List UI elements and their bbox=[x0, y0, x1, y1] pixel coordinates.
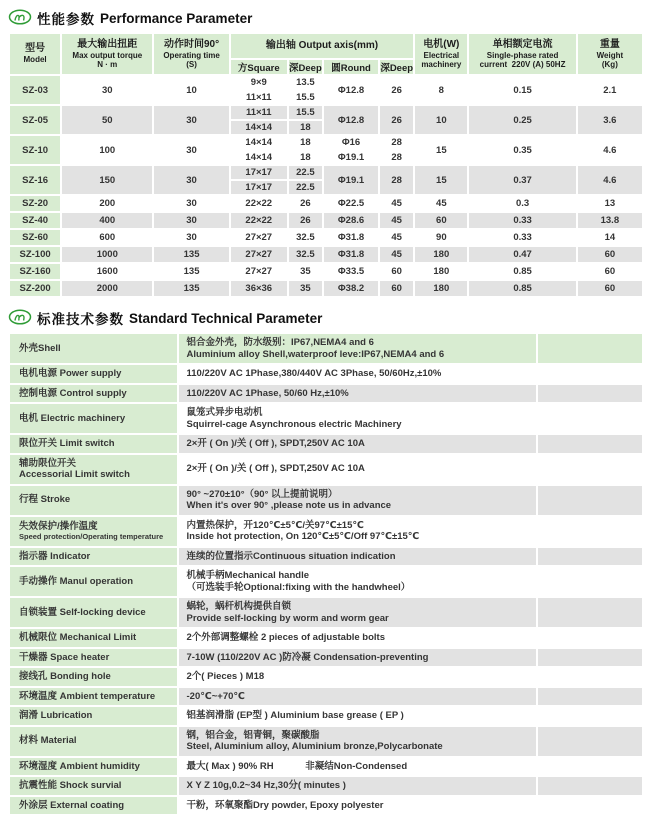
cell-square-deep: 35 bbox=[289, 264, 322, 279]
cell-model: SZ-160 bbox=[10, 264, 60, 279]
cell-square-deep: 26 bbox=[289, 213, 322, 228]
tech-row-value: 2×开 ( On )/关 ( Off ), SPDT,250V AC 10A bbox=[179, 435, 536, 453]
table-row bbox=[10, 517, 642, 546]
cell-square-deep: 13.5 bbox=[289, 76, 322, 89]
tech-row-value: 干粉，环氧聚酯Dry powder, Epoxy polyester bbox=[179, 797, 536, 815]
cell-round-deep: 45 bbox=[380, 213, 413, 228]
col-header-operating-time: 动作时间90° Operating time (S) bbox=[154, 34, 228, 74]
table-row bbox=[10, 76, 642, 89]
cell-round-deep: 60 bbox=[380, 264, 413, 279]
table-row bbox=[10, 435, 642, 453]
tech-row-label: 润滑 Lubrication bbox=[10, 707, 177, 725]
technical-title-zh: 标准技术参数 bbox=[37, 312, 124, 327]
cell-operating-time: 30 bbox=[154, 166, 228, 194]
cell-round: Φ31.8 bbox=[324, 247, 378, 262]
cell-square: 11×11 bbox=[231, 106, 287, 119]
cell-model: SZ-16 bbox=[10, 166, 60, 194]
cell-torque: 600 bbox=[62, 230, 152, 245]
cell-model: SZ-03 bbox=[10, 76, 60, 104]
cell-motor-power: 8 bbox=[415, 76, 467, 104]
technical-title-en: Standard Technical Parameter bbox=[129, 310, 323, 326]
tech-row-label: 限位开关 Limit switch bbox=[10, 435, 177, 453]
table-row bbox=[10, 247, 642, 262]
cell-round-deep: 45 bbox=[380, 196, 413, 211]
table-row bbox=[10, 668, 642, 686]
cell-round-deep: 26 bbox=[380, 106, 413, 134]
tech-row-spare-cell bbox=[538, 727, 642, 756]
table-row bbox=[10, 166, 642, 179]
cell-round: Φ19.1 bbox=[324, 151, 378, 164]
cell-round-deep: 28 bbox=[380, 136, 413, 149]
cell-torque: 200 bbox=[62, 196, 152, 211]
tech-row-label: 失效保护/操作温度 Speed protection/Operating temperature bbox=[10, 517, 177, 546]
tech-row-value: 鼠笼式异步电动机 Squirrel-cage Asynchronous electric Machinery bbox=[179, 404, 536, 433]
col-header-torque: 最大输出扭距 Max output torque N · m bbox=[62, 34, 152, 74]
cell-motor-power: 180 bbox=[415, 247, 467, 262]
table-row bbox=[10, 404, 642, 433]
tech-row-label: 行程 Stroke bbox=[10, 486, 177, 515]
table-row bbox=[10, 486, 642, 515]
cell-operating-time: 30 bbox=[154, 196, 228, 211]
tech-row-value: 2×开 ( On )/关 ( Off ), SPDT,250V AC 10A bbox=[179, 455, 536, 484]
cell-weight: 13.8 bbox=[578, 213, 642, 228]
cell-operating-time: 135 bbox=[154, 247, 228, 262]
cell-torque: 30 bbox=[62, 76, 152, 104]
table-row bbox=[10, 106, 642, 119]
tech-row-label: 外壳Shell bbox=[10, 334, 177, 363]
technical-table-body bbox=[10, 334, 642, 814]
cell-round-deep: 28 bbox=[380, 151, 413, 164]
cell-round-deep: 45 bbox=[380, 247, 413, 262]
technical-section-title bbox=[8, 308, 642, 328]
tech-row-spare-cell bbox=[538, 517, 642, 546]
table-row bbox=[10, 598, 642, 627]
col-header-rated-current: 单相额定电流 Single-phase rated current 220V (A) 50HZ bbox=[469, 34, 575, 74]
tech-row-value: 铝合金外壳，防水级别：IP67,NEMA4 and 6 Aluminium alloy Shell,waterproof leve:IP67,NEMA4 and 6 bbox=[179, 334, 536, 363]
col-header-square: 方Square bbox=[231, 60, 287, 74]
tech-row-spare-cell bbox=[538, 334, 642, 363]
col-header-square-deep: 深Deep bbox=[289, 60, 322, 74]
cell-square-deep: 15.5 bbox=[289, 106, 322, 119]
cell-model: SZ-60 bbox=[10, 230, 60, 245]
tech-row-value: 钢，铝合金，铝青铜，聚碳酸脂 Steel, Aluminium alloy, Aluminium bronze,Polycarbonate bbox=[179, 727, 536, 756]
tech-row-label: 外涂层 External coating bbox=[10, 797, 177, 815]
cell-square: 22×22 bbox=[231, 196, 287, 211]
cell-weight: 60 bbox=[578, 247, 642, 262]
cell-round: Φ38.2 bbox=[324, 281, 378, 296]
cell-weight: 4.6 bbox=[578, 166, 642, 194]
cell-rated-current: 0.35 bbox=[469, 136, 575, 164]
cell-torque: 1600 bbox=[62, 264, 152, 279]
cell-torque: 100 bbox=[62, 136, 152, 164]
table-row bbox=[10, 455, 642, 484]
cell-square-deep: 15.5 bbox=[289, 91, 322, 104]
tech-row-spare-cell bbox=[538, 455, 642, 484]
cell-square-deep: 32.5 bbox=[289, 230, 322, 245]
cell-motor-power: 15 bbox=[415, 166, 467, 194]
cell-square: 17×17 bbox=[231, 166, 287, 179]
cell-operating-time: 135 bbox=[154, 281, 228, 296]
tech-row-spare-cell bbox=[538, 567, 642, 596]
cell-motor-power: 45 bbox=[415, 196, 467, 211]
tech-row-spare-cell bbox=[538, 668, 642, 686]
cell-motor-power: 180 bbox=[415, 281, 467, 296]
tech-row-label: 材料 Material bbox=[10, 727, 177, 756]
tech-row-spare-cell bbox=[538, 688, 642, 706]
tech-row-label: 指示器 Indicator bbox=[10, 548, 177, 566]
cell-round: Φ12.8 bbox=[324, 76, 378, 104]
cell-torque: 400 bbox=[62, 213, 152, 228]
table-row bbox=[10, 797, 642, 815]
cell-weight: 60 bbox=[578, 264, 642, 279]
col-header-round-deep: 深Deep bbox=[380, 60, 413, 74]
cell-round-deep: 26 bbox=[380, 76, 413, 104]
cell-operating-time: 135 bbox=[154, 264, 228, 279]
cell-square: 14×14 bbox=[231, 121, 287, 134]
tech-row-label: 电机 Electric machinery bbox=[10, 404, 177, 433]
cell-square: 14×14 bbox=[231, 136, 287, 149]
cell-square: 36×36 bbox=[231, 281, 287, 296]
cell-motor-power: 60 bbox=[415, 213, 467, 228]
cell-model: SZ-10 bbox=[10, 136, 60, 164]
table-row bbox=[10, 230, 642, 245]
tech-row-spare-cell bbox=[538, 707, 642, 725]
cell-square-deep: 18 bbox=[289, 136, 322, 149]
cell-rated-current: 0.85 bbox=[469, 281, 575, 296]
cell-square-deep: 22.5 bbox=[289, 181, 322, 194]
cell-round: Φ16 bbox=[324, 136, 378, 149]
table-row bbox=[10, 707, 642, 725]
tech-row-value: 内置热保护，开120℃±5℃/关97℃±15℃ Inside hot protection, On 120℃±5℃/Off 97℃±15℃ bbox=[179, 517, 536, 546]
tech-row-label: 辅助限位开关 Accessorial Limit switch bbox=[10, 455, 177, 484]
col-header-output-axis: 输出轴 Output axis(mm) bbox=[231, 34, 414, 58]
cell-square-deep: 22.5 bbox=[289, 166, 322, 179]
col-header-motor: 电机(W) Electrical machinery bbox=[415, 34, 467, 74]
brand-oval-icon bbox=[8, 309, 32, 328]
table-row bbox=[10, 281, 642, 296]
tech-row-spare-cell bbox=[538, 629, 642, 647]
cell-round-deep: 28 bbox=[380, 166, 413, 194]
tech-row-value: 110/220V AC 1Phase,380/440V AC 3Phase, 50/60Hz,±10% bbox=[179, 365, 536, 383]
table-row bbox=[10, 196, 642, 211]
brand-oval-icon bbox=[8, 9, 32, 28]
table-row bbox=[10, 688, 642, 706]
table-row bbox=[10, 649, 642, 667]
tech-row-value: 7-10W (110/220V AC )防冷凝 Condensation-preventing bbox=[179, 649, 536, 667]
cell-round: Φ28.6 bbox=[324, 213, 378, 228]
cell-operating-time: 30 bbox=[154, 106, 228, 134]
cell-model: SZ-40 bbox=[10, 213, 60, 228]
cell-round: Φ12.8 bbox=[324, 106, 378, 134]
cell-rated-current: 0.3 bbox=[469, 196, 575, 211]
tech-row-value: 连续的位置指示Continuous situation indication bbox=[179, 548, 536, 566]
technical-table bbox=[8, 332, 644, 816]
tech-row-label: 控制电源 Control supply bbox=[10, 385, 177, 403]
cell-square-deep: 18 bbox=[289, 151, 322, 164]
tech-row-spare-cell bbox=[538, 404, 642, 433]
cell-weight: 4.6 bbox=[578, 136, 642, 164]
cell-rated-current: 0.37 bbox=[469, 166, 575, 194]
tech-row-label: 自锁装置 Self-locking device bbox=[10, 598, 177, 627]
cell-weight: 14 bbox=[578, 230, 642, 245]
table-row bbox=[10, 264, 642, 279]
cell-operating-time: 10 bbox=[154, 76, 228, 104]
cell-torque: 50 bbox=[62, 106, 152, 134]
table-row bbox=[10, 365, 642, 383]
cell-square-deep: 32.5 bbox=[289, 247, 322, 262]
tech-row-spare-cell bbox=[538, 385, 642, 403]
table-row bbox=[10, 385, 642, 403]
tech-row-value: 110/220V AC 1Phase, 50/60 Hz,±10% bbox=[179, 385, 536, 403]
tech-row-value: 最大( Max ) 90% RH 非凝结Non-Condensed bbox=[179, 758, 536, 776]
table-row bbox=[10, 136, 642, 149]
cell-rated-current: 0.47 bbox=[469, 247, 575, 262]
tech-row-label: 环境温度 Ambient temperature bbox=[10, 688, 177, 706]
tech-row-label: 接线孔 Bonding hole bbox=[10, 668, 177, 686]
cell-model: SZ-05 bbox=[10, 106, 60, 134]
table-row bbox=[10, 629, 642, 647]
table-row bbox=[10, 777, 642, 795]
cell-motor-power: 15 bbox=[415, 136, 467, 164]
cell-round: Φ31.8 bbox=[324, 230, 378, 245]
cell-operating-time: 30 bbox=[154, 230, 228, 245]
performance-table bbox=[8, 32, 644, 298]
cell-motor-power: 10 bbox=[415, 106, 467, 134]
col-header-round: 圆Round bbox=[324, 60, 378, 74]
tech-row-spare-cell bbox=[538, 758, 642, 776]
col-header-weight: 重量 Weight (Kg) bbox=[578, 34, 642, 74]
cell-square: 27×27 bbox=[231, 264, 287, 279]
cell-round-deep: 60 bbox=[380, 281, 413, 296]
cell-square-deep: 18 bbox=[289, 121, 322, 134]
cell-motor-power: 180 bbox=[415, 264, 467, 279]
tech-row-spare-cell bbox=[538, 365, 642, 383]
table-row bbox=[10, 758, 642, 776]
cell-square: 17×17 bbox=[231, 181, 287, 194]
cell-round: Φ22.5 bbox=[324, 196, 378, 211]
cell-rated-current: 0.15 bbox=[469, 76, 575, 104]
cell-weight: 13 bbox=[578, 196, 642, 211]
table-row bbox=[10, 213, 642, 228]
cell-rated-current: 0.25 bbox=[469, 106, 575, 134]
col-header-model: 型号 Model bbox=[10, 34, 60, 74]
tech-row-value: 2个外部调整螺栓 2 pieces of adjustable bolts bbox=[179, 629, 536, 647]
tech-row-spare-cell bbox=[538, 649, 642, 667]
tech-row-value: 机械手柄Mechanical handle （可选装手轮Optional:fixing with the handwheel） bbox=[179, 567, 536, 596]
cell-rated-current: 0.33 bbox=[469, 213, 575, 228]
cell-weight: 2.1 bbox=[578, 76, 642, 104]
cell-square: 9×9 bbox=[231, 76, 287, 89]
cell-torque: 2000 bbox=[62, 281, 152, 296]
cell-model: SZ-20 bbox=[10, 196, 60, 211]
tech-row-label: 机械限位 Mechanical Limit bbox=[10, 629, 177, 647]
tech-row-label: 干燥器 Space heater bbox=[10, 649, 177, 667]
tech-row-value: 90° ~270±10°（90° 以上提前说明） When it's over 90° ,please note us in advance bbox=[179, 486, 536, 515]
cell-operating-time: 30 bbox=[154, 213, 228, 228]
cell-motor-power: 90 bbox=[415, 230, 467, 245]
table-row bbox=[10, 548, 642, 566]
cell-operating-time: 30 bbox=[154, 136, 228, 164]
cell-round-deep: 45 bbox=[380, 230, 413, 245]
table-row bbox=[10, 567, 642, 596]
cell-round: Φ33.5 bbox=[324, 264, 378, 279]
tech-row-value: 2个( Pieces ) M18 bbox=[179, 668, 536, 686]
tech-row-spare-cell bbox=[538, 777, 642, 795]
cell-square: 11×11 bbox=[231, 91, 287, 104]
tech-row-label: 电机电源 Power supply bbox=[10, 365, 177, 383]
tech-row-value: -20℃~+70℃ bbox=[179, 688, 536, 706]
cell-square: 27×27 bbox=[231, 230, 287, 245]
cell-torque: 1000 bbox=[62, 247, 152, 262]
tech-row-label: 抗震性能 Shock survial bbox=[10, 777, 177, 795]
cell-rated-current: 0.33 bbox=[469, 230, 575, 245]
tech-row-spare-cell bbox=[538, 486, 642, 515]
tech-row-label: 手动操作 Manul operation bbox=[10, 567, 177, 596]
cell-torque: 150 bbox=[62, 166, 152, 194]
cell-square: 22×22 bbox=[231, 213, 287, 228]
table-row bbox=[10, 334, 642, 363]
tech-row-spare-cell bbox=[538, 797, 642, 815]
cell-square: 27×27 bbox=[231, 247, 287, 262]
cell-round: Φ19.1 bbox=[324, 166, 378, 194]
performance-title-zh: 性能参数 bbox=[37, 12, 95, 27]
tech-row-spare-cell bbox=[538, 598, 642, 627]
performance-section-title bbox=[8, 8, 642, 28]
tech-row-value: 蜗轮，蜗杆机构提供自锁 Provide self-locking by worm and worm gear bbox=[179, 598, 536, 627]
cell-rated-current: 0.85 bbox=[469, 264, 575, 279]
tech-row-label: 环境湿度 Ambient humidity bbox=[10, 758, 177, 776]
cell-model: SZ-100 bbox=[10, 247, 60, 262]
cell-weight: 3.6 bbox=[578, 106, 642, 134]
performance-title-en: Performance Parameter bbox=[100, 10, 253, 26]
table-row bbox=[10, 727, 642, 756]
tech-row-value: 铝基润滑脂 (EP型 ) Aluminium base grease ( EP ) bbox=[179, 707, 536, 725]
cell-weight: 60 bbox=[578, 281, 642, 296]
cell-model: SZ-200 bbox=[10, 281, 60, 296]
tech-row-value: X Y Z 10g,0.2~34 Hz,30分( minutes ) bbox=[179, 777, 536, 795]
performance-table-body bbox=[10, 76, 642, 296]
tech-row-spare-cell bbox=[538, 548, 642, 566]
cell-square: 14×14 bbox=[231, 151, 287, 164]
cell-square-deep: 26 bbox=[289, 196, 322, 211]
cell-square-deep: 35 bbox=[289, 281, 322, 296]
tech-row-spare-cell bbox=[538, 435, 642, 453]
